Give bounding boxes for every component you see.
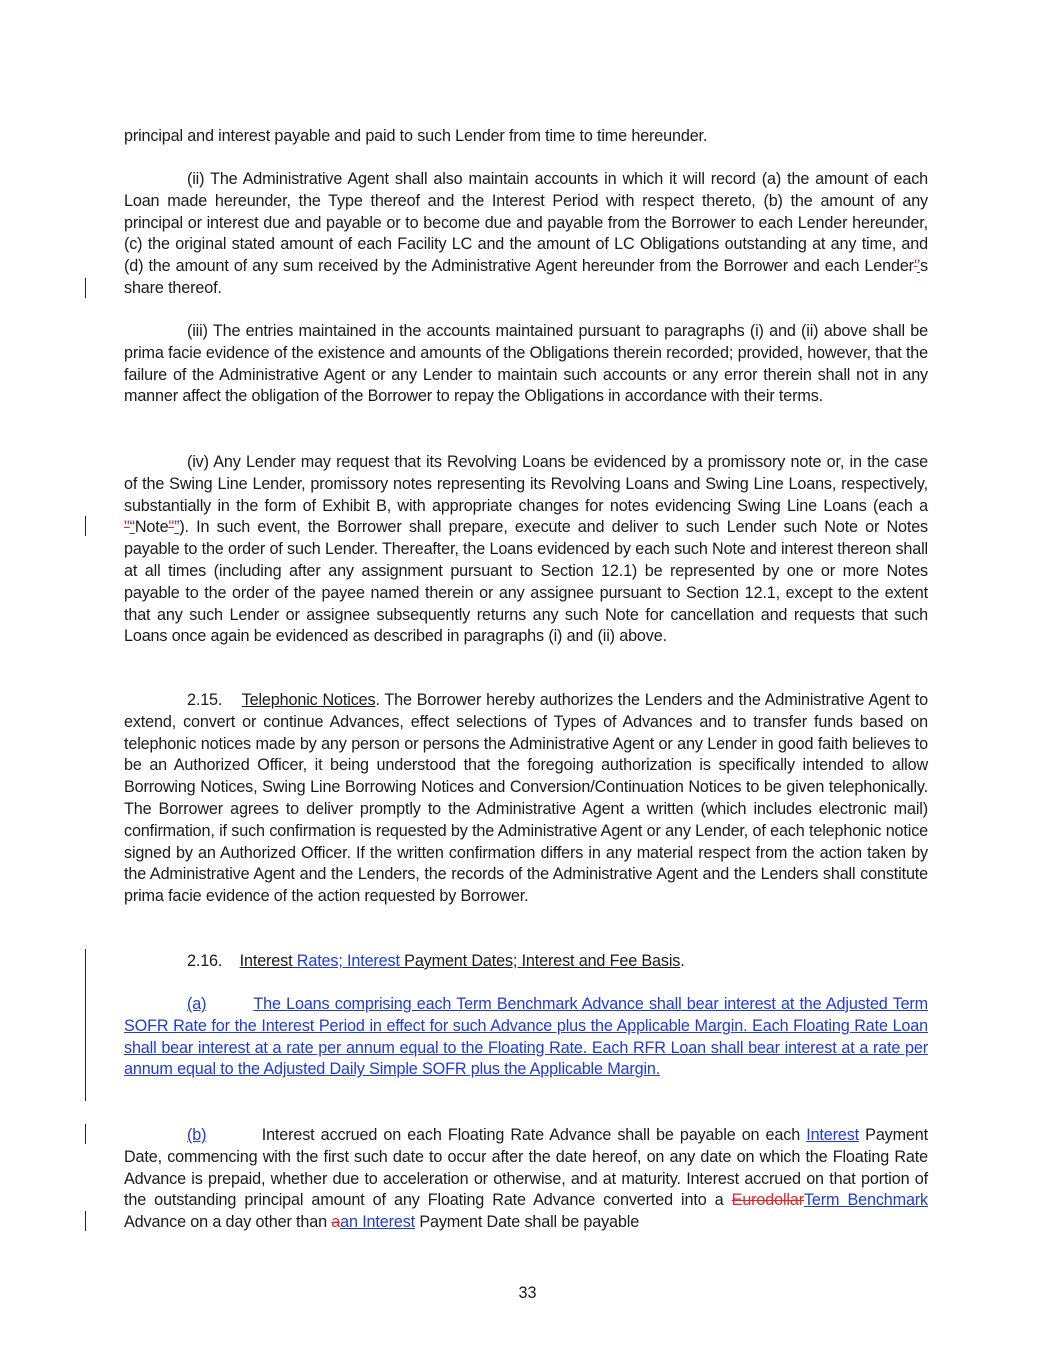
paragraph-text: Payment Date, commencing with the first such date to occur after the date hereof, on any date on which the Floating Rate Advance is prepaid, whether due to acceleration or otherwise, and at maturity. Interest accrued on that portion of the outstanding principal amount of any Floating Rate Advance converted into a bbox=[124, 1126, 928, 1210]
change-bar bbox=[85, 516, 86, 536]
paragraph-continuation bbox=[124, 126, 928, 148]
deleted-text: Eurodollar bbox=[731, 1191, 804, 1210]
paragraph-text: . bbox=[680, 952, 685, 970]
change-bar bbox=[85, 1211, 86, 1231]
inserted-text: (a) bbox=[187, 995, 207, 1013]
paragraph-ii bbox=[124, 169, 928, 300]
inserted-text: The Loans comprising each Term Benchmark Advance shall bear interest at the Adjusted Term SOFR Rate for the Interest Period in effect for such Advance plus the Applicable Margin. Each Floating Rate Loan shall bear interest at a rate per annum equal to the Floating Rate. Each RFR Loan shall bear interest at a rate per annum equal to the Adjusted Daily Simple SOFR plus the Applicable Margin. bbox=[124, 995, 929, 1079]
inserted-text: Term Benchmark bbox=[803, 1191, 928, 1210]
section-2-16-heading bbox=[124, 951, 928, 973]
page-number: 33 bbox=[518, 1284, 537, 1302]
inserted-text: an Interest bbox=[340, 1213, 415, 1232]
section-number: 2.15. bbox=[187, 691, 223, 709]
deleted-text: ' bbox=[913, 257, 917, 276]
inserted-text: Interest bbox=[806, 1126, 860, 1144]
inserted-text: Rates; Interest bbox=[292, 952, 400, 970]
section-number: 2.16. bbox=[187, 952, 223, 970]
paragraph-text: Payment Date shall be payable bbox=[415, 1213, 640, 1232]
paragraph-a bbox=[124, 994, 928, 1081]
change-bar bbox=[85, 1124, 86, 1144]
paragraph-text: Advance on a day other than bbox=[124, 1213, 332, 1232]
change-bar bbox=[85, 949, 86, 1101]
paragraph-text: s share thereof. bbox=[124, 257, 928, 297]
paragraph-text: Note bbox=[134, 518, 169, 537]
inserted-text: ’ bbox=[916, 257, 921, 276]
paragraph-iii bbox=[124, 321, 928, 408]
inserted-text: (b) bbox=[187, 1126, 207, 1144]
paragraph-b bbox=[124, 1125, 928, 1234]
section-heading: Payment Dates; Interest and Fee Basis bbox=[399, 952, 681, 970]
deleted-text: " bbox=[124, 518, 130, 537]
section-heading: Interest bbox=[239, 952, 293, 970]
paragraph-text: (iii) The entries maintained in the accounts maintained pursuant to paragraphs (i) and (ii) above shall be prima facie evidence of the existence and amounts of the Obligations therein recorded; provided, however, that the failure of the Administrative Agent or any Lender to maintain such accounts or any error therein shall not in any manner affect the obligation of the Borrower to repay the Obligations in accordance with their terms. bbox=[124, 322, 928, 406]
paragraph-text: principal and interest payable and paid to such Lender from time to time hereunder. bbox=[124, 127, 708, 145]
change-bar bbox=[85, 278, 86, 298]
paragraph-text: (ii) The Administrative Agent shall also maintain accounts in which it will record (a) the amount of each Loan made hereunder, the Type thereof and the Interest Period with respect thereto, (b) the amount of any principal or interest due and payable or to become due and payable from the Borrower to each Lender hereunder, (c) the original stated amount of each Facility LC and the amount of LC Obligations outstanding at any time, and (d) the amount of any sum received by the Administrative Agent hereunder from the Borrower and each Lender bbox=[124, 170, 928, 276]
paragraph-text: Interest accrued on each Floating Rate Advance shall be payable on each bbox=[261, 1126, 807, 1144]
section-2-15 bbox=[124, 690, 928, 908]
paragraph-text: ). In such event, the Borrower shall prepare, execute and deliver to such Lender such Note or Notes payable to the order of such Lender. Thereafter, the Loans evidenced by each such Note and interest thereon shall at all times (including after any assignment pursuant to Section 12.1) be represented by one or more Notes payable to the order of the payee named therein or any assignee pursuant to Section 12.1, except to the extent that any such Lender or assignee subsequently returns any such Note for cancellation and requests that such Loans once again be evidenced as described in paragraphs (i) and (ii) above. bbox=[124, 518, 928, 646]
paragraph-iv bbox=[124, 452, 928, 648]
section-heading: Telephonic Notices bbox=[241, 691, 376, 709]
deleted-text: " bbox=[168, 518, 175, 537]
inserted-text: ” bbox=[174, 518, 180, 537]
paragraph-text: . The Borrower hereby authorizes the Lenders and the Administrative Agent to extend, convert or continue Advances, effect selections of Types of Advances and to transfer funds based on telephonic notices made by any person or persons the Administrative Agent or any Lender in good faith believes to be an Authorized Officer, it being understood that the foregoing authorization is specifically intended to allow Borrowing Notices, Swing Line Borrowing Notices and Conversion/Continuation Notices to be given telephonically. The Borrower agrees to deliver promptly to the Administrative Agent a written (which includes electronic mail) confirmation, if such confirmation is requested by the Administrative Agent or any Lender, of each telephonic notice signed by an Authorized Officer. If the written confirmation differs in any material respect from the action taken by the Administrative Agent and the Lenders, the records of the Administrative Agent and the Lenders shall constitute prima facie evidence of the action requested by Borrower. bbox=[124, 691, 928, 906]
deleted-text: a bbox=[331, 1213, 341, 1232]
paragraph-text: (iv) Any Lender may request that its Revolving Loans be evidenced by a promissory note or, in the case of the Swing Line Lender, promissory notes representing its Revolving Loans and Swing Line Loans, respectively, substantially in the form of Exhibit B, with appropriate changes for notes evidencing Swing Line Loans (each a bbox=[124, 453, 928, 515]
inserted-text: “ bbox=[129, 518, 135, 537]
